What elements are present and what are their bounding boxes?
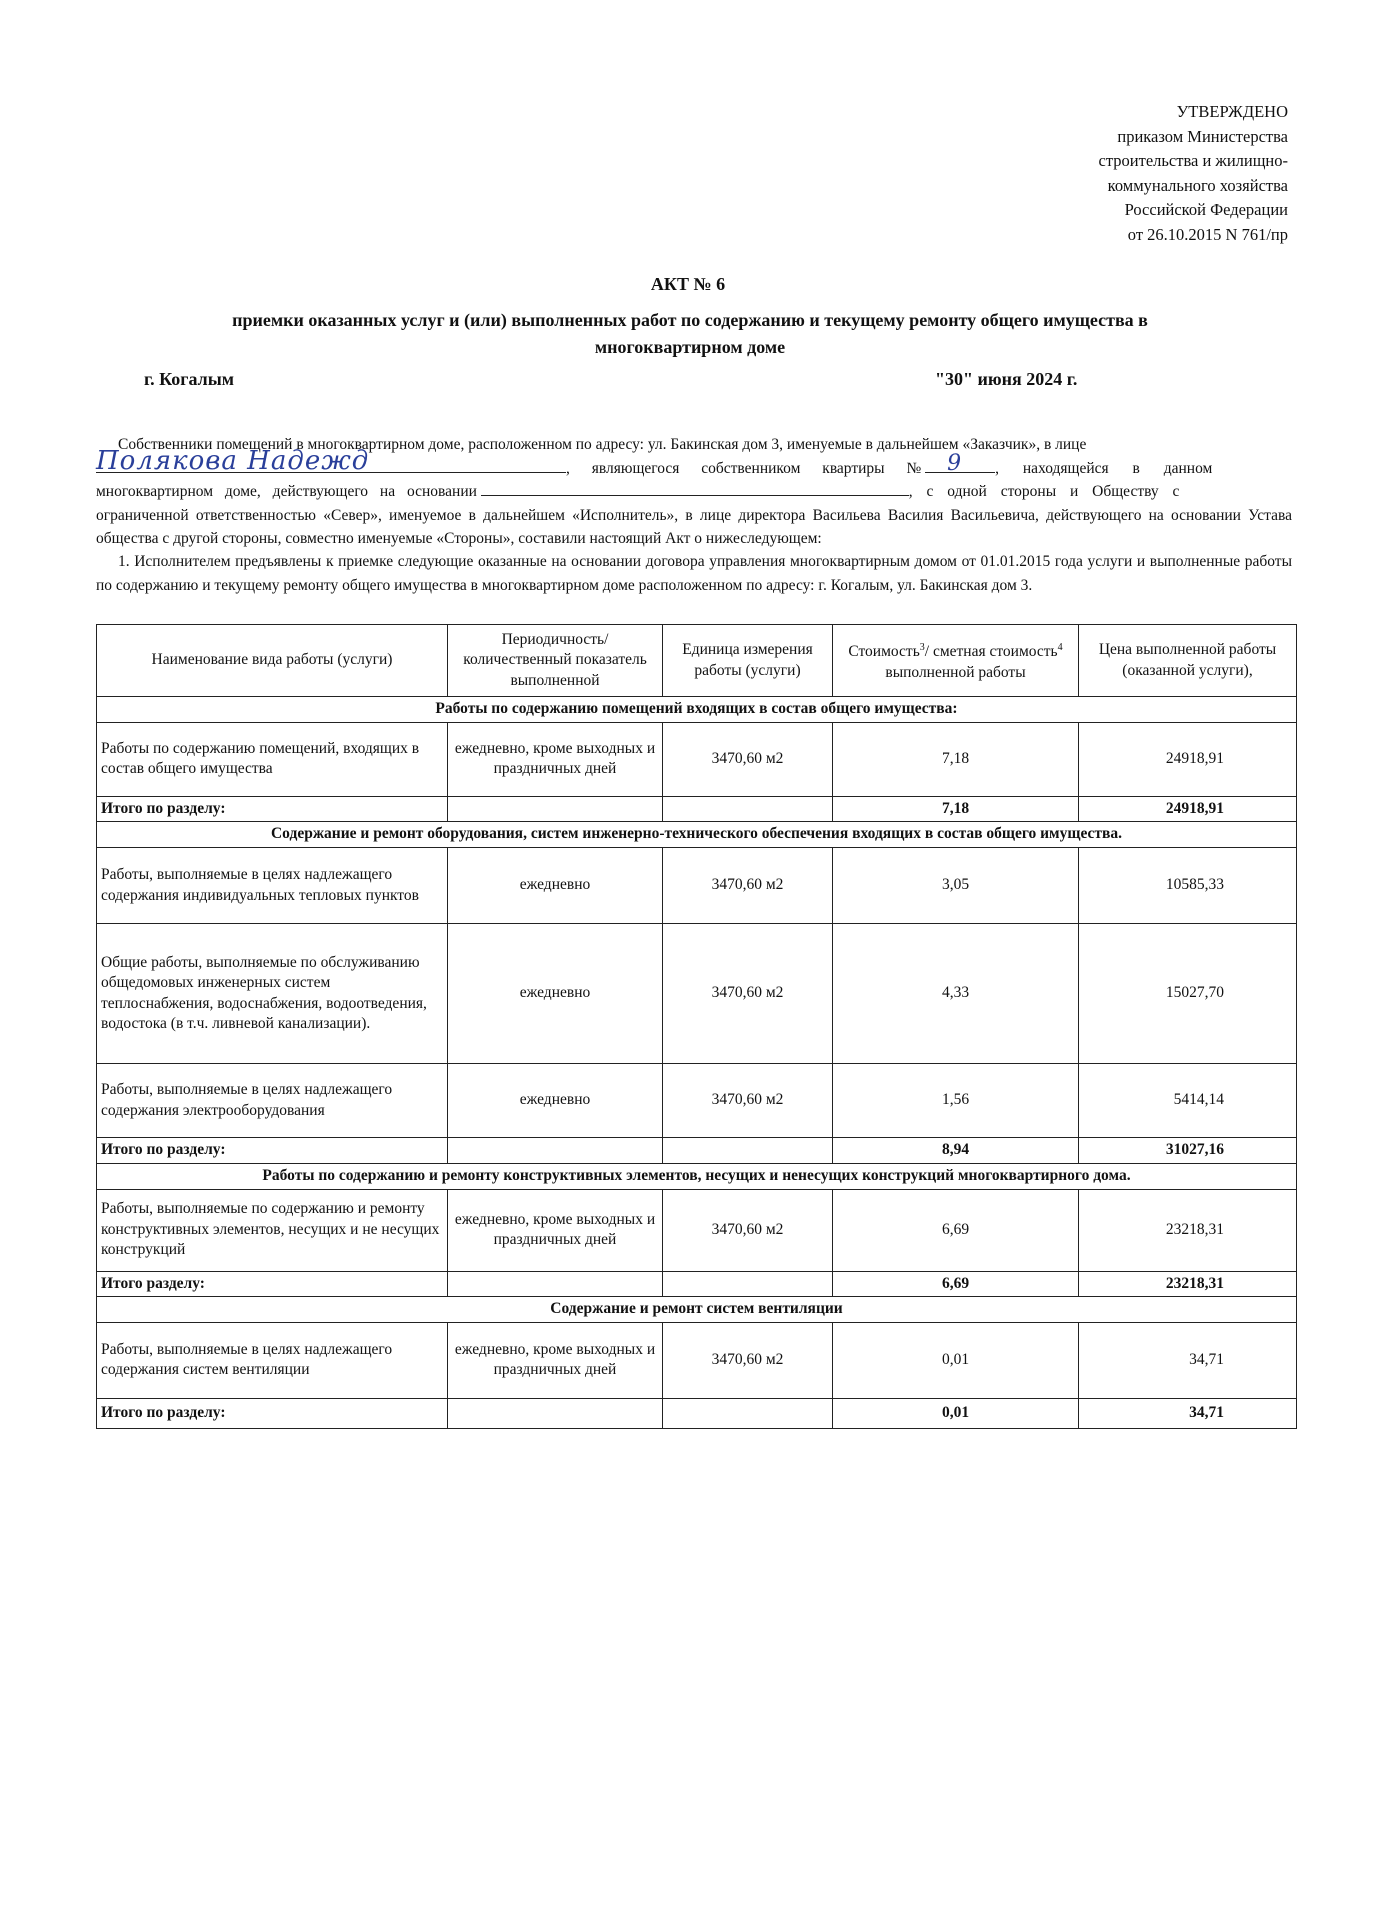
row-price: 5414,14 [1079, 1064, 1297, 1138]
intro-paragraph [96, 433, 1292, 551]
total-cost: 7,18 [833, 796, 1079, 822]
row-periodicity: ежедневно [448, 1064, 663, 1138]
total-label: Итого разделу: [97, 1271, 448, 1297]
header-cost [833, 625, 1079, 697]
approval-line: строительства и жилищно- [1098, 151, 1288, 170]
table-row [97, 1322, 1297, 1398]
row-periodicity: ежедневно [448, 848, 663, 924]
total-label: Итого по разделу: [97, 1138, 448, 1164]
row-periodicity: ежедневно [448, 924, 663, 1064]
row-cost: 0,01 [833, 1322, 1079, 1398]
row-unit: 3470,60 м2 [663, 924, 833, 1064]
empty-cell [448, 1138, 663, 1164]
row-unit: 3470,60 м2 [663, 1322, 833, 1398]
table-row [97, 722, 1297, 796]
approval-line: приказом Министерства [1117, 126, 1288, 146]
header-name: Наименование вида работы (услуги) [97, 625, 448, 697]
section-total-row [97, 1271, 1297, 1297]
section-title-row [97, 822, 1297, 848]
section-title-row [97, 1297, 1297, 1323]
section-total-row [97, 1398, 1297, 1428]
row-cost: 7,18 [833, 722, 1079, 796]
section-title-row [97, 1163, 1297, 1189]
header-cost-end: выполненной работы [885, 663, 1026, 681]
table-row [97, 1064, 1297, 1138]
total-price: 23218,31 [1079, 1271, 1297, 1297]
row-name: Общие работы, выполняемые по обслуживанию общедомовых инженерных систем теплоснабжения, водоснабжения, водоотведения, водостока (в т.ч. ливневой канализации). [97, 924, 448, 1064]
act-subtitle: приемки оказанных услуг и (или) выполненных работ по содержанию и текущему ремонту общего имущества в многоквартирном доме [232, 310, 1148, 357]
clause-1 [96, 550, 1292, 597]
row-price: 23218,31 [1079, 1189, 1297, 1271]
row-cost: 6,69 [833, 1189, 1079, 1271]
representative-blank [96, 446, 566, 476]
header-cost-mid: / сметная стоимость [924, 643, 1058, 661]
apartment-handwriting: 9 [947, 451, 962, 476]
row-price: 10585,33 [1079, 848, 1297, 924]
row-name: Работы по содержанию помещений, входящих в состав общего имущества [97, 722, 448, 796]
apartment-blank [925, 451, 995, 476]
section-title: Работы по содержанию и ремонту конструктивных элементов, несущих и ненесущих конструкций многоквартирного дома. [97, 1163, 1297, 1189]
total-cost: 6,69 [833, 1271, 1079, 1297]
approval-block [1099, 100, 1288, 247]
empty-cell [663, 796, 833, 822]
basis-blank [481, 481, 909, 496]
header-cost-sup2: 4 [1057, 641, 1063, 653]
row-price: 15027,70 [1079, 924, 1297, 1064]
located-text: , находящейся в данном [995, 459, 1213, 477]
total-price: 31027,16 [1079, 1138, 1297, 1164]
row-name: Работы, выполняемые в целях надлежащего содержания систем вентиляции [97, 1322, 448, 1398]
row-name: Работы, выполняемые в целях надлежащего содержания электрооборудования [97, 1064, 448, 1138]
total-cost: 0,01 [833, 1398, 1079, 1428]
empty-cell [448, 796, 663, 822]
empty-cell [448, 1398, 663, 1428]
header-periodicity: Периодичность/ количественный показатель выполненной [448, 625, 663, 697]
table-header-row [97, 625, 1297, 697]
header-price: Цена выполненной работы (оказанной услуги), [1079, 625, 1297, 697]
approval-line: Российской Федерации [1124, 200, 1288, 219]
row-unit: 3470,60 м2 [663, 1064, 833, 1138]
row-unit: 3470,60 м2 [663, 722, 833, 796]
act-title: АКТ № 6 [650, 274, 726, 294]
representative-handwriting: Полякова Надежд [96, 446, 370, 476]
section-total-row [97, 796, 1297, 822]
section-total-row [97, 1138, 1297, 1164]
empty-cell [448, 1271, 663, 1297]
row-price: 24918,91 [1079, 722, 1297, 796]
row-cost: 3,05 [833, 848, 1079, 924]
section-title-row [97, 697, 1297, 723]
table-row [97, 1189, 1297, 1271]
section-title: Содержание и ремонт систем вентиляции [97, 1297, 1297, 1323]
empty-cell [663, 1271, 833, 1297]
row-name: Работы, выполняемые в целях надлежащего содержания индивидуальных тепловых пунктов [97, 848, 448, 924]
approval-line: от 26.10.2015 N 761/пр [1127, 224, 1288, 244]
contractor-text: ограниченной ответственностью «Север», именуемое в дальнейшем «Исполнитель», в лице директора Васильева Василия Васильевича, действующего на основании Устава общества с другой стороны, совместно именуемые «Стороны», составили настоящий Акт о нижеследующем: [96, 506, 1292, 547]
total-label: Итого по разделу: [97, 1398, 448, 1428]
section-title: Работы по содержанию помещений входящих в состав общего имущества: [97, 697, 1297, 723]
header-cost-main: Стоимость [848, 643, 920, 661]
header-unit: Единица измерения работы (услуги) [663, 625, 833, 697]
owners-text: Собственники помещений в многоквартирном доме, расположенном по адресу: ул. Бакинская дом 3, именуемые в дальнейшем «Заказчик», в лице [118, 436, 1087, 453]
row-unit: 3470,60 м2 [663, 848, 833, 924]
total-price: 34,71 [1079, 1398, 1297, 1428]
one-side-text: , с одной стороны и Обществу с [908, 483, 1180, 500]
row-periodicity: ежедневно, кроме выходных и праздничных дней [448, 1189, 663, 1271]
row-periodicity: ежедневно, кроме выходных и праздничных дней [448, 1322, 663, 1398]
table-row [97, 924, 1297, 1064]
total-label: Итого по разделу: [97, 796, 448, 822]
row-unit: 3470,60 м2 [663, 1189, 833, 1271]
works-table [96, 624, 1297, 1429]
act-date: "30" июня 2024 г. [935, 369, 1078, 389]
approval-line: коммунального хозяйства [1107, 175, 1288, 195]
row-cost: 1,56 [833, 1064, 1079, 1138]
total-price: 24918,91 [1079, 796, 1297, 822]
row-cost: 4,33 [833, 924, 1079, 1064]
owner-text: , являющегося собственником квартиры № [566, 459, 922, 477]
empty-cell [663, 1138, 833, 1164]
act-city: г. Когалым [144, 369, 235, 389]
approval-line: УТВЕРЖДЕНО [1176, 102, 1288, 121]
section-title: Содержание и ремонт оборудования, систем инженерно-технического обеспечения входящих в состав общего имущества. [97, 822, 1297, 848]
table-row [97, 848, 1297, 924]
basis-text: многоквартирном доме, действующего на основании [96, 483, 477, 500]
header-cost-sup1: 3 [919, 641, 925, 653]
row-periodicity: ежедневно, кроме выходных и праздничных дней [448, 722, 663, 796]
total-cost: 8,94 [833, 1138, 1079, 1164]
empty-cell [663, 1398, 833, 1428]
row-price: 34,71 [1079, 1322, 1297, 1398]
clause-1-text: 1. Исполнителем предъявлены к приемке следующие оказанные на основании договора управления многоквартирным домом от 01.01.2015 года услуги и выполненные работы по содержанию и текущему ремонту общего имущества в многоквартирном доме расположенном по адресу: г. Когалым, ул. Бакинская дом 3. [96, 553, 1292, 594]
row-name: Работы, выполняемые по содержанию и ремонту конструктивных элементов, несущих и не несущих конструкций [97, 1189, 448, 1271]
